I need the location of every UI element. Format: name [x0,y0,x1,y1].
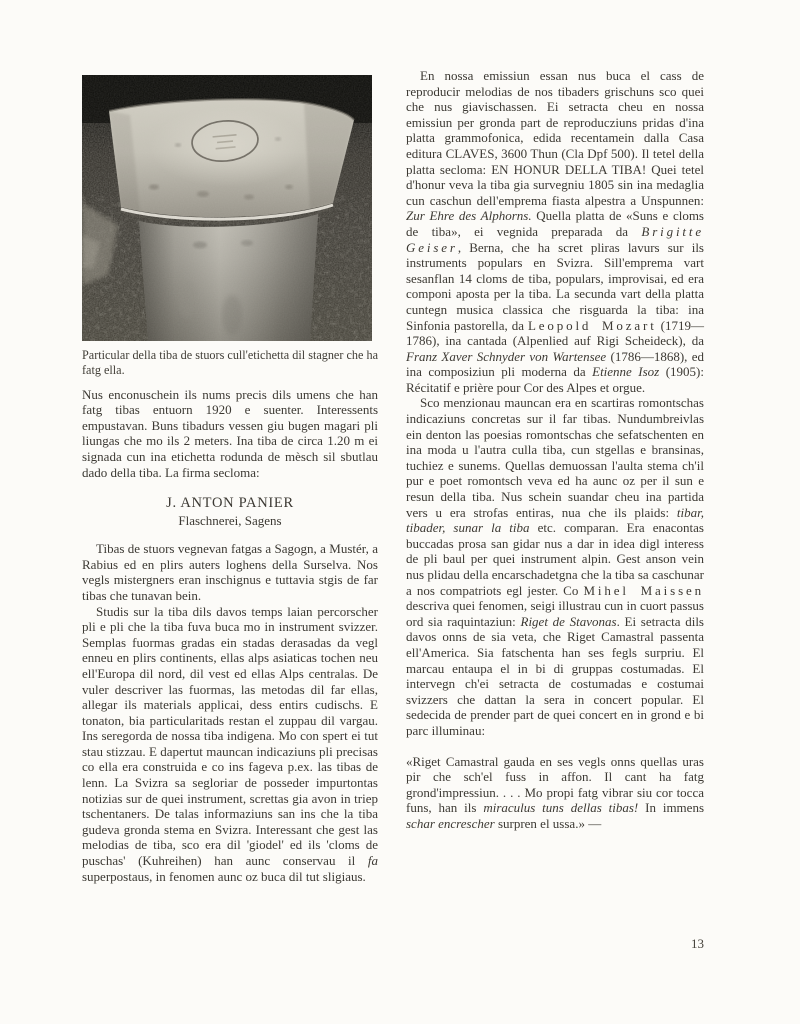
figure-tiba [82,75,378,378]
page-number: 13 [691,936,704,951]
paragraph-left-2: Tibas de stuors vegnevan fatgas a Sagogn, a Mustér, a Rabius ed en plirs auters loghens della Surselva. Nos vegls mistergners eran inschignus e tuttavia stgis de far tibas che tunavan bein. [82,541,378,603]
paragraph-right-2: Sco menzionau mauncan era en scartiras romontschas indicaziuns concretas sur il far tibas. Nundumbreivlas ein denton las poesias romontschas che sefatschenten en ina moda u l'autra culla tiba, cun stgellas e bransinas, tuchiez e sunems. Quellas demuossan l'aulta stema ch'il pur e poet romontsch veva ed ha aunc oz per il sun e resun della tiba. Nus schein suandar cheu ina partida vers u era strofas entiras, nua che ils plaids: tibar, tibader, sunar la tiba etc. comparan. Era enacontas buccadas prosa san gidar nus a dar in idea digl interess de pli baul per quei instrument alpin. Gest anson vein nus plidau della encarschadetgna che la tiba sa caschunar a nos compatriots egl jester. Co Mihel Maissen descriva quei fenomen, seigi illustrau cun in cuort passus ord sia raquintaziun: Riget de Stavonas. Ei setracta dils davos onns de sia veta, che Riget Camastral passenta ell'America. Sia fatschenta han ses fegls surpriu. El marcau entaupa el in bi di gruppas costumadas. El intervegn ch'ei setracta de costumadas e costumai svizzers che dattan la sera in concert popular. El sedecida de prender part de quei concert en in grond e bi parc illuminau: [406,395,704,738]
photo-caption: Particular della tiba de stuors cull'etichetta dil stagner che ha fatg ella. [82,348,378,377]
left-column [82,75,378,884]
maker-heading [82,495,378,529]
tiba-bell-photo [82,75,372,341]
maker-address: Flaschnerei, Sagens [178,513,282,529]
quote-paragraph: «Riget Camastral gauda en ses vegls onns quellas uras pir che sch'el fuss in affon. Il cant ha fatg grond'impressiun. . . . Mo propi fatg vibrar siu cor tocca funs, han ils miraculus tuns dellas tibas! In immens schar encrescher surpren el ussa.» — [406,753,704,831]
paragraph-left-3: Studis sur la tiba dils davos temps laian percorscher pli e pli che la tiba fuva buca mo in instrument svizzer. Semplas fuormas gradas ein stadas derasadas da vegl enneu en plirs continents, ellas alps asiaticas tochen neu ell'Europa dil nord, dil vest ed ellas Alps centralas. De vuler descriver las fuormas, las metodas dil far ellas, allegar ils materials applicai, dess entirs cudischs. E tonaton, bia particularitads restan el zuppau dil vargau. Ins seregorda de nossa tiba indigena. Mo con spert ei tut stau stizzau. E dapertut mauncan indicaziuns pli precisas co ella era construida e co ins fageva p.ex. las tibas de lenn. La Svizra sa segloriar de posseder impurtontas notizias sur de quei instrument, screttas gia avon in triep tschentaners. De talas informaziuns san ins che la tiba gudeva gronda stema en Svizra. Interessant che gest las melodias de tiba, sco era dil 'giodel' ed ils 'cloms de puschas' (Kuhreihen) han aunc conservau il fa superpostaus, in fenomen aunc oz buca dil tut sligiaus. [82,603,378,884]
paragraph-right-1: En nossa emissiun essan nus buca el cass de reproducir melodias de nos tibaders grischuns sco quei che nus giavischassen. Ei setracta cheu en nossa emissiun per gronda part de reproducziuns pridas d'ina platta grammofonica, edida recentamein dalla Casa editura CLAVES, 3600 Thun (Cla Dpf 500). Il tetel della platta secloma: EN HONUR DELLA TIBA! Quei tetel d'honur veva la tiba gia survegniu 1805 sin ina medaglia cun caschun dell'emprema fiasta alpestra a Unspunnen: Zur Ehre des Alphorns. Quella platta de «Suns e cloms de tiba», ei vegnida preparada da Brigitte Geiser, Berna, che ha scret pliras lavurs sur ils instruments populars en Svizra. Sill'emprema vart sesanflan 14 cloms de tiba, populars, improvisai, ed era componi aposta per la tiba. La secunda vart della platta cuntegn musica classica che risguarda la tiba: ina Sinfonia pastorella, da Leopold Mozart (1719—1786), ina cantada (Alpenlied auf Rigi Scheideck), da Franz Xaver Schnyder von Wartensee (1786—1868), ed ina composiziun pli moderna da Etienne Isoz (1905): Récitatif e prière pour Cor des Alpes et orgue. [406,68,704,395]
right-column [406,68,704,832]
paragraph-left-1: Nus enconuschein ils nums precis dils umens che han fatg tibas entuorn 1920 e suenter. Interessents empustavan. Buns tibadurs vessen giu bugen magari pli liungas che mo ils 2 meters. Ina tiba de circa 1.20 m ei signada cun ina etichetta rodunda de mèsch sil sbutlau dado della tiba. La firma secloma: [82,386,378,480]
maker-name: J. ANTON PANIER [166,495,294,512]
